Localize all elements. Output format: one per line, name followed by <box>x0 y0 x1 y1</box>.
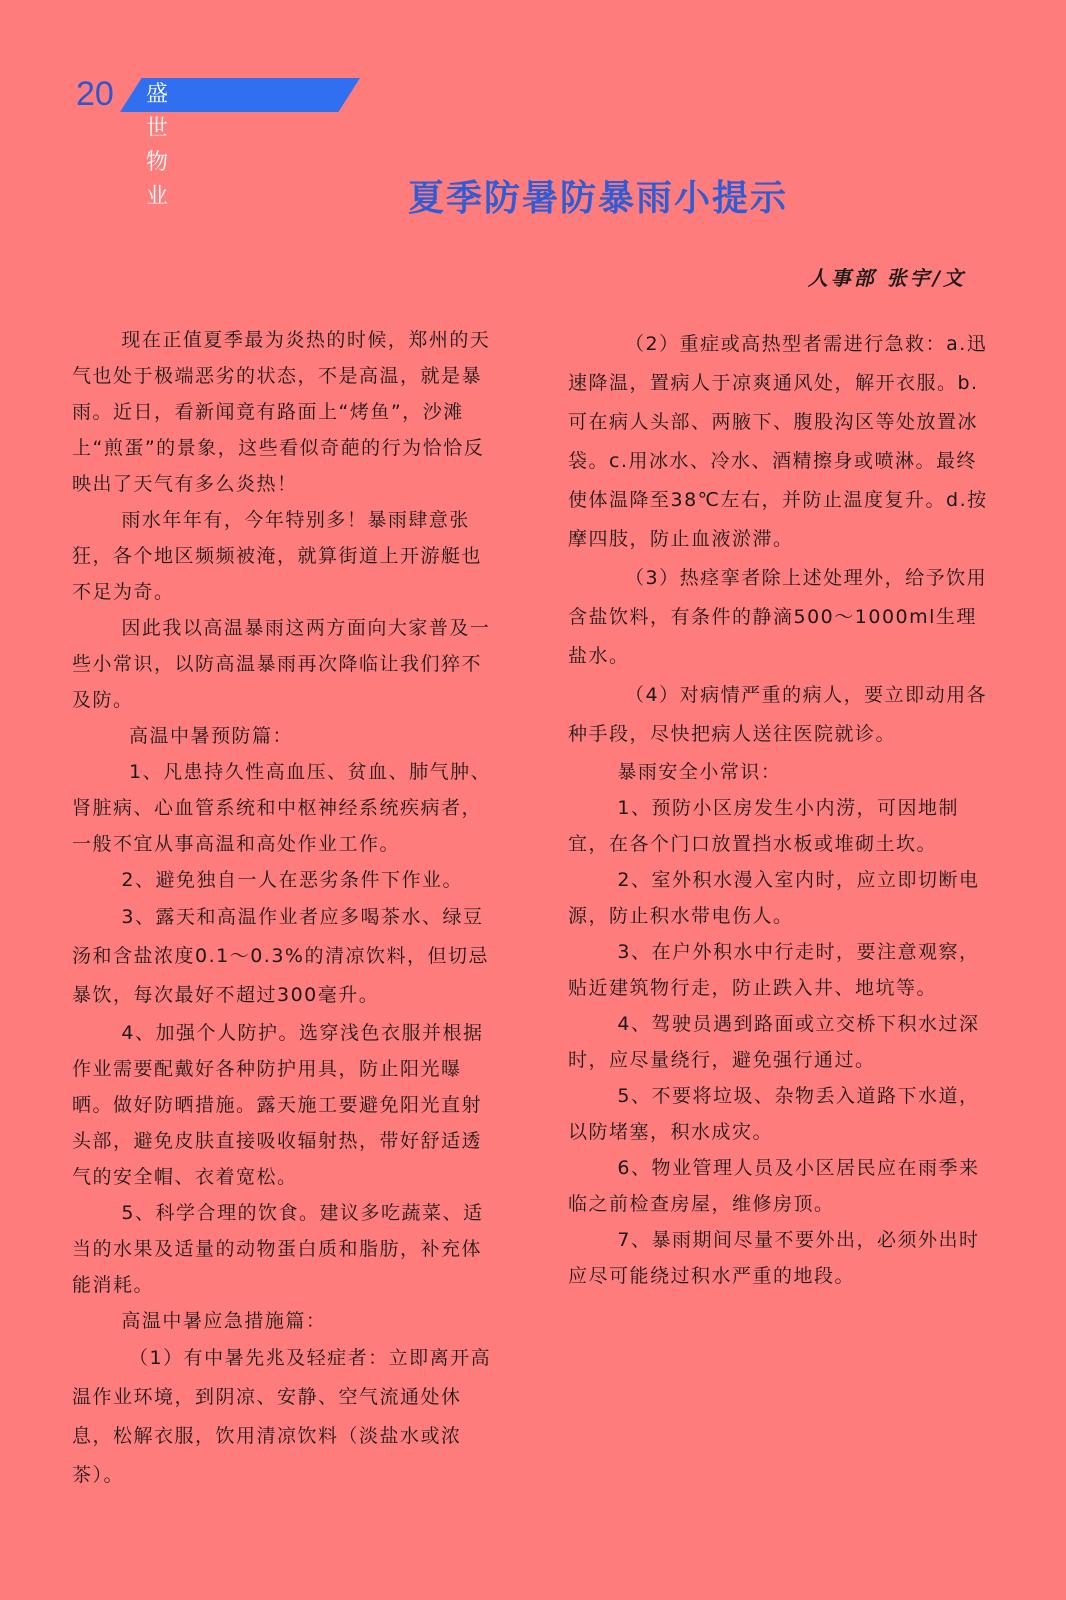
paragraph: 3、在户外积水中行走时，要注意观察，贴近建筑物行走，防止跌入井、地坑等。 <box>568 941 980 999</box>
paragraph: 现在正值夏季最为炎热的时候，郑州的天气也处于极端恶劣的状态，不是高温，就是暴雨。近日，看新闻竟有路面上“烤鱼”，沙滩上“煎蛋”的景象，这些看似奇葩的行为恰恰反映出了天气有多么炎热！ <box>72 329 491 495</box>
paragraph: 6、物业管理人员及小区居民应在雨季来临之前检查房屋，维修房顶。 <box>568 1157 980 1215</box>
paragraph: 3、露天和高温作业者应多喝茶水、绿豆汤和含盐浓度0.1～0.3%的清凉饮料，但切忌暴饮，每次最好不超过300毫升。 <box>72 906 489 1006</box>
paragraph: 2、室外积水漫入室内时，应立即切断电源，防止积水带电伤人。 <box>568 869 980 927</box>
paragraph: 5、不要将垃圾、杂物丢入道路下水道，以防堵塞，积水成灾。 <box>568 1085 980 1143</box>
article-author: 人事部 张宇/文 <box>807 266 966 290</box>
paragraph: （1）有中暑先兆及轻症者：立即离开高温作业环境，到阴凉、安静、空气流通处休息，松解衣服，饮用清凉饮料（淡盐水或浓茶）。 <box>72 1347 492 1486</box>
paragraph: （4）对病情严重的病人，要立即动用各种手段，尽快把病人送往医院就诊。 <box>568 684 988 745</box>
paragraph: 2、避免独自一人在恶劣条件下作业。 <box>121 869 463 891</box>
paragraph: 1、预防小区房发生小内涝，可因地制宜，在各个门口放置挡水板或堆砌土坎。 <box>568 797 959 855</box>
paragraph: （2）重症或高热型者需进行急救：a.迅速降温，置病人于凉爽通风处，解开衣服。b.可在病人头部、两腋下、腹股沟区等处放置冰袋。c.用冰水、冷水、酒精擦身或喷淋。最终使体温降至38℃左右，并防止温度复升。d.按摩四肢，防止血液淤滞。 <box>568 333 988 550</box>
section-label: 盛世物业 <box>146 82 171 209</box>
article-title: 夏季防暑防暴雨小提示 <box>407 178 788 219</box>
page-number: 20 <box>76 75 114 113</box>
section-heading: 高温中暑预防篇： <box>129 725 294 747</box>
left-column <box>72 322 497 1495</box>
section-heading: 暴雨安全小常识： <box>617 761 782 783</box>
paragraph: 因此我以高温暴雨这两方面向大家普及一些小常识，以防高温暴雨再次降临让我们猝不及防。 <box>72 617 491 711</box>
paragraph: 4、驾驶员遇到路面或立交桥下积水过深时，应尽量绕行，避免强行通过。 <box>568 1013 980 1071</box>
paragraph: 4、加强个人防护。选穿浅色衣服并根据作业需要配戴好各种防护用具，防止阳光曝晒。做好防晒措施。露天施工要避免阳光直射头部，避免皮肤直接吸收辐射热，带好舒适透气的安全帽、衣着宽松。 <box>72 1022 484 1188</box>
right-column <box>568 325 993 1294</box>
paragraph: （3）热痉挛者除上述处理外，给予饮用含盐饮料，有条件的静滴500～1000ml生理盐水。 <box>568 567 988 667</box>
paragraph: 雨水年年有，今年特别多！暴雨肆意张狂，各个地区频频被淹，就算街道上开游艇也不足为奇。 <box>72 509 483 603</box>
paragraph: 7、暴雨期间尽量不要外出，必须外出时应尽可能绕过积水严重的地段。 <box>568 1229 980 1287</box>
section-heading: 高温中暑应急措施篇： <box>121 1310 327 1332</box>
paragraph: 1、凡患持久性高血压、贫血、肺气肿、肾脏病、心血管系统和中枢神经系统疾病者，一般不宜从事高温和高处作业工作。 <box>72 761 492 855</box>
paragraph: 5、科学合理的饮食。建议多吃蔬菜、适当的水果及适量的动物蛋白质和脂肪，补充体能消耗。 <box>72 1202 484 1296</box>
